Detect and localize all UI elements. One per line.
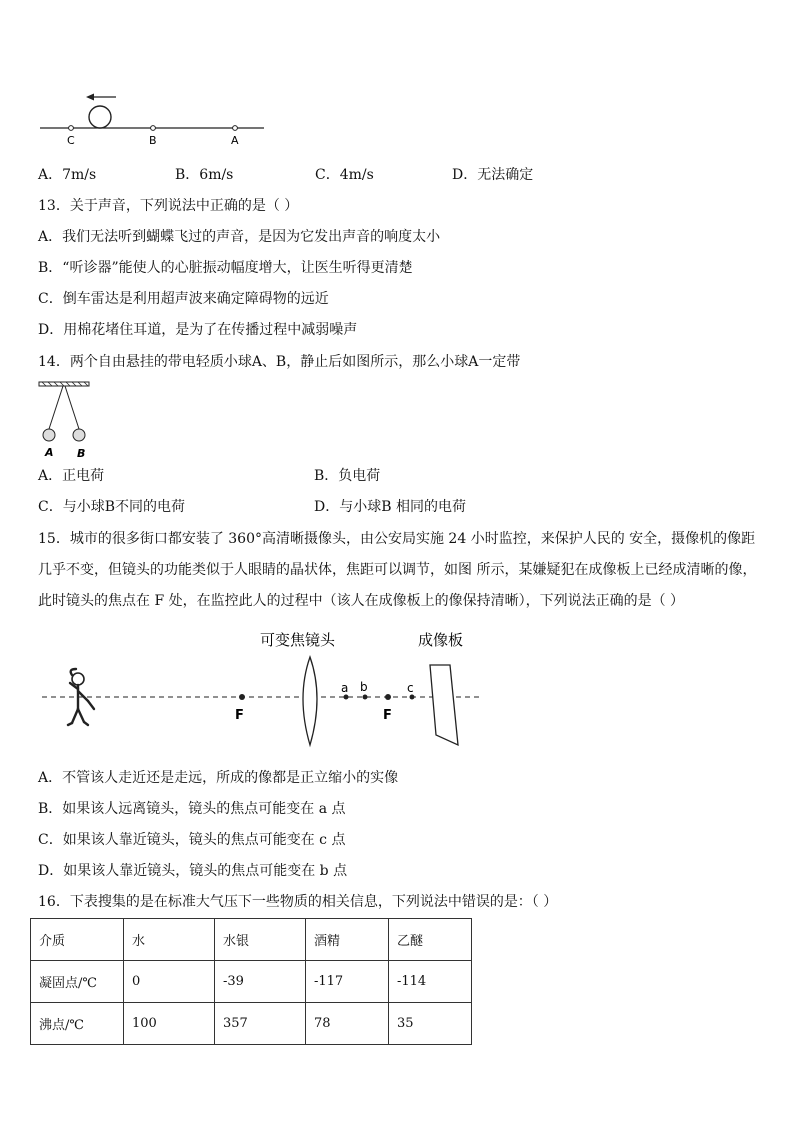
point-b-small-label: b: [360, 680, 368, 694]
focus-right-label: F: [383, 708, 392, 723]
table-header-row: [31, 919, 472, 961]
table-cell: 35: [389, 1003, 472, 1045]
image-board-icon: [430, 665, 458, 745]
ball-a-label: A: [45, 446, 54, 459]
lens-icon: [303, 657, 317, 745]
q12-option-b[interactable]: B．6m/s: [175, 167, 234, 183]
q12-option-c[interactable]: C．4m/s: [315, 167, 374, 183]
q15-diagram: [38, 625, 488, 755]
table-row: [31, 961, 472, 1003]
point-b-label: B: [149, 134, 157, 147]
q13-option-c[interactable]: C．倒车雷达是利用超声波来确定障碍物的远近: [38, 291, 329, 307]
table-cell: 酒精: [306, 919, 389, 961]
point-c-small-label: c: [407, 681, 414, 695]
table-cell: -39: [215, 961, 306, 1003]
q14-diagram: [38, 380, 92, 462]
q15-option-a[interactable]: A．不管该人走近还是走远，所成的像都是正立缩小的实像: [38, 770, 399, 786]
q13-option-d[interactable]: D．用棉花堵住耳道，是为了在传播过程中减弱噪声: [38, 322, 358, 338]
q15-option-c[interactable]: C．如果该人靠近镜头，镜头的焦点可能变在 c 点: [38, 832, 346, 848]
lens-label: 可变焦镜头: [260, 631, 336, 649]
table-cell: 357: [215, 1003, 306, 1045]
table-cell: 介质: [31, 919, 124, 961]
table-cell: 100: [124, 1003, 215, 1045]
q13-stem: 13．关于声音，下列说法中正确的是（ ）: [38, 198, 299, 214]
table-cell: 乙醚: [389, 919, 472, 961]
q13-option-a[interactable]: A．我们无法听到蝴蝶飞过的声音，是因为它发出声音的响度太小: [38, 229, 441, 245]
q14-stem: 14．两个自由悬挂的带电轻质小球A、B，静止后如图所示，那么小球A一定带: [38, 354, 521, 370]
ball-b-label: B: [77, 447, 86, 460]
table-cell: 0: [124, 961, 215, 1003]
table-cell: 沸点/℃: [31, 1003, 124, 1045]
table-cell: 78: [306, 1003, 389, 1045]
ball-track-figure: [38, 88, 270, 150]
table-cell: 凝固点/℃: [31, 961, 124, 1003]
table-cell: -117: [306, 961, 389, 1003]
q15-option-d[interactable]: D．如果该人靠近镜头，镜头的焦点可能变在 b 点: [38, 863, 348, 879]
q14-option-a[interactable]: A．正电荷: [38, 468, 105, 484]
point-c-label: C: [67, 134, 75, 147]
board-label: 成像板: [418, 631, 464, 649]
q16-table-wrap: [30, 918, 472, 1045]
q13-option-b[interactable]: B．“听诊器”能使人的心脏振动幅度增大，让医生听得更清楚: [38, 260, 413, 276]
q15-option-b[interactable]: B．如果该人远离镜头，镜头的焦点可能变在 a 点: [38, 801, 346, 817]
point-a-label: A: [231, 134, 239, 147]
table-cell: 水: [124, 919, 215, 961]
q16-stem: 16．下表搜集的是在标准大气压下一些物质的相关信息，下列说法中错误的是：（ ）: [38, 894, 558, 910]
hanging-balls-figure: [38, 380, 92, 462]
table-cell: -114: [389, 961, 472, 1003]
substance-table: [30, 918, 472, 1045]
q12-option-a[interactable]: A．7m/s: [38, 167, 97, 183]
q12-diagram: [38, 88, 270, 150]
q12-option-d[interactable]: D．无法确定: [452, 167, 534, 183]
table-row: [31, 1003, 472, 1045]
focus-left-label: F: [235, 708, 244, 723]
camera-lens-figure: [38, 625, 488, 755]
point-a-small-label: a: [341, 681, 349, 695]
q14-option-b[interactable]: B．负电荷: [314, 468, 381, 484]
q14-option-c[interactable]: C．与小球B不同的电荷: [38, 499, 185, 515]
table-cell: 水银: [215, 919, 306, 961]
q15-stem: 15．城市的很多街口都安装了 360°高清晰摄像头，由公安局实施 24 小时监控，来保护人民的 安全，摄像机的像距几乎不变，但镜头的功能类似于人眼睛的晶状体，焦距可以调节，如图 所示，某嫌疑犯在成像板上已经成清晰的像，此时镜头的焦点在 F 处，在监控此人的过程中（该人在成像板上的像保持清晰），下列说法正确的是（ ）: [38, 531, 757, 609]
q14-option-d[interactable]: D．与小球B 相同的电荷: [314, 499, 466, 515]
